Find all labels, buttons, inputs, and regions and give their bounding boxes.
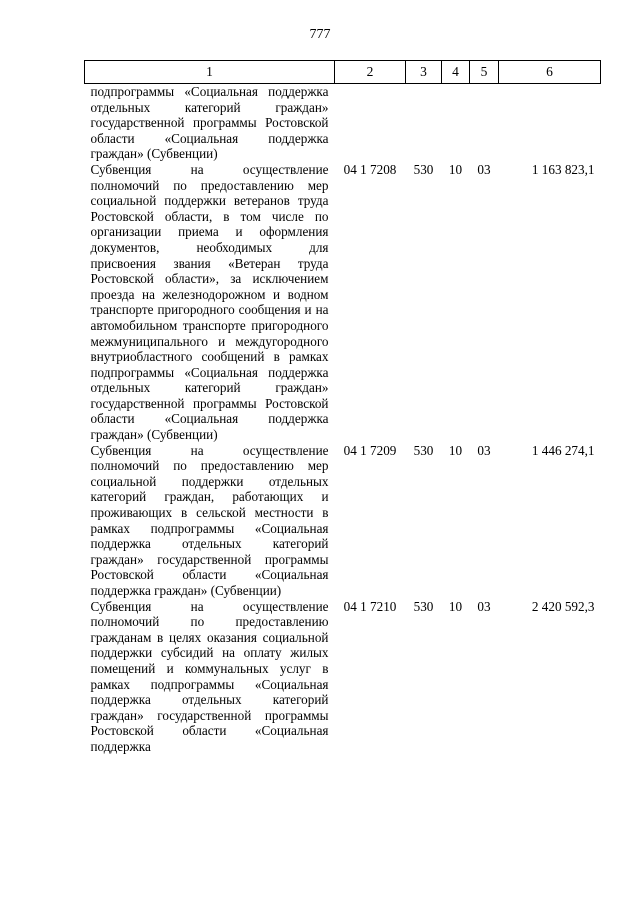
table-row bbox=[85, 84, 601, 162]
table-row bbox=[85, 443, 601, 599]
row-description-cell bbox=[85, 162, 335, 443]
row-description: подпрограммы «Социальная поддержка отдельных категорий граждан» государственной программы Ростовской области «Социальная поддержка граждан» (Субвенции) bbox=[90, 84, 329, 162]
row-code: 04 1 7208 bbox=[343, 161, 397, 177]
row-description: Субвенция на осуществление полномочий по предоставлению мер социальной поддержки отдельных категорий граждан, работающих и проживающих в сельской местности в рамках подпрограммы «Социальная поддержка отдельных категорий граждан» государственной программы Ростовской области «Социальная поддержка граждан» (Субвенции) bbox=[90, 442, 329, 598]
row-description-cell bbox=[85, 443, 335, 599]
column-header-1: 1 bbox=[85, 61, 335, 84]
column-header-4: 4 bbox=[442, 61, 470, 84]
row-type bbox=[406, 84, 442, 162]
row-subsection: 03 bbox=[477, 442, 491, 458]
column-header-6: 6 bbox=[499, 61, 601, 84]
header-row bbox=[85, 61, 601, 84]
row-type: 530 bbox=[413, 161, 434, 177]
row-amount bbox=[499, 84, 601, 162]
row-amount: 1 446 274,1 bbox=[531, 442, 595, 458]
row-subsection: 03 bbox=[477, 598, 491, 614]
column-header-5: 5 bbox=[470, 61, 499, 84]
row-description-cell bbox=[85, 599, 335, 755]
page-number: 777 bbox=[309, 27, 331, 42]
row-amount: 2 420 592,3 bbox=[531, 598, 595, 614]
row-section: 10 bbox=[448, 442, 463, 458]
table-header bbox=[85, 61, 601, 84]
table-body bbox=[85, 84, 601, 755]
row-code bbox=[335, 84, 406, 162]
column-header-2: 2 bbox=[335, 61, 406, 84]
column-header-3: 3 bbox=[406, 61, 442, 84]
row-amount: 1 163 823,1 bbox=[531, 161, 595, 177]
row-description-cell bbox=[85, 84, 335, 162]
row-code: 04 1 7209 bbox=[343, 442, 397, 458]
row-code: 04 1 7210 bbox=[343, 598, 397, 614]
row-subsection: 03 bbox=[477, 161, 491, 177]
row-section: 10 bbox=[448, 598, 463, 614]
row-type: 530 bbox=[413, 598, 434, 614]
table-row bbox=[85, 599, 601, 755]
row-type: 530 bbox=[413, 442, 434, 458]
row-section: 10 bbox=[448, 161, 463, 177]
row-description: Субвенция на осуществление полномочий по предоставлению мер социальной поддержки ветеранов труда Ростовской области, в том числе по организации приема и оформления документов, необходимых для присвоения звания «Ветеран труда Ростовской области», за исключением проезда на железнодорожном и водном транспорте пригородного сообщения и на автомобильном транспорте пригородного межмуниципального и междугородного внутриобластного сообщений в рамках подпрограммы «Социальная поддержка отдельных категорий граждан» государственной программы Ростовской области «Социальная поддержка граждан» (Субвенции) bbox=[90, 161, 329, 443]
row-section bbox=[442, 84, 470, 162]
budget-table bbox=[84, 60, 601, 755]
row-subsection bbox=[470, 84, 499, 162]
table-row bbox=[85, 162, 601, 443]
row-description: Субвенция на осуществление полномочий по предоставлению гражданам в целях оказания социальной поддержки субсидий на оплату жилых помещений и коммунальных услуг в рамках подпрограммы «Социальная поддержка отдельных категорий граждан» государственной программы Ростовской области «Социальная поддержка bbox=[90, 598, 329, 754]
